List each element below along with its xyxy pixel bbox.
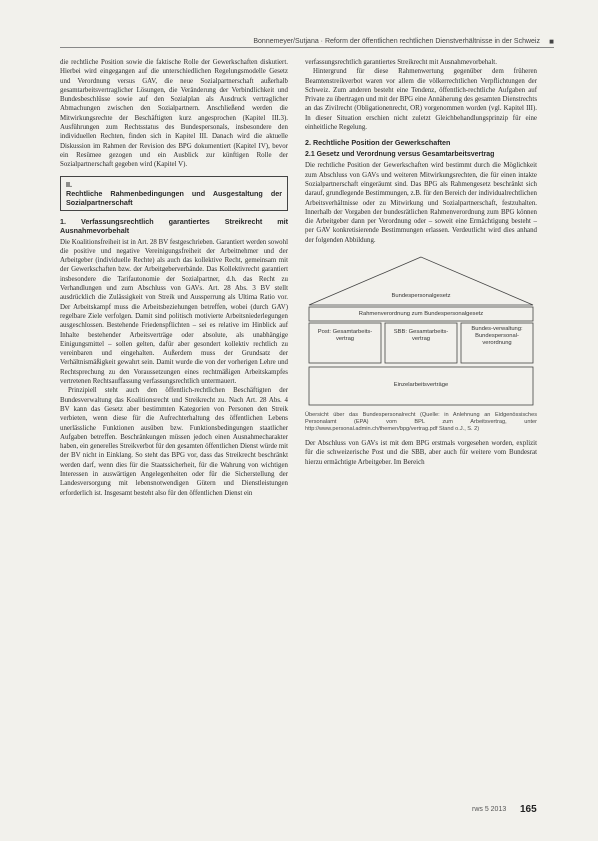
label-bundesverwaltung: Bundes-verwaltung: Bundespersonal-verordnung xyxy=(471,326,523,347)
right-paragraph-1: verfassungsrechtlich garantiertes Streikrecht mit Ausnahmevorbehalt. xyxy=(305,59,497,66)
right-paragraph-2: Hintergrund für diese Rahmenwertung gegenüber dem früheren Beamtenstreikverbot waren vor allem die völkerrechtlichen Verpflichtungen der Schweiz. Zum anderen besteht eine Tendenz, öffentlich-rechtliche Aufgaben auf Private zu übertragen und mit der BPG eine Annäherung des gesamten Dienstrechts an das Zivilrecht (Obligationenrecht, OR) vorgenommen worden (vgl. Kapitel III). In dieser Situation erschien nicht zuletzt Gleichbehandlungsprinzip für eine einheitliche Regelung. xyxy=(305,68,537,132)
section-heading-box xyxy=(60,176,288,211)
section-roman-numeral: II. xyxy=(66,179,72,189)
left-paragraph-2: Prinzipiell steht auch den öffentlich-rechtlichen Beschäftigten der Bundesverwaltung das Koalitionsrecht und Streikrecht zu. Nach Art. 28 Abs. 4 BV kann das Gesetz aber bestimmten Kategorien von Personen den Streik verbieten, wenn diese für die Aufrechterhaltung des öffentlichen Lebens unerlässliche Funktionen ausüben bzw. Funktionsbedingungen staatlicher Aufgaben betreffen. Beschränkungen müssen jedoch einen Ausnahmecharakter haben, ein generelles Streikverbot für den gesamten öffentlichen Dienst würde mit der BV nicht in Einklang. So steht das BPG vor, dass das Streikrecht beschränkt werden darf, wenn dies für die Staatssicherheit, für die Wahrung von wichtigen Interessen in auswärtigen Angelegenheiten oder für die Sicherstellung der Landesversorgung mit lebensnotwendigen Gütern und Dienstleistungen erforderlich ist. Insgesamt besteht also für den öffentlichen Dienst ein xyxy=(60,387,288,497)
footer-issue: rws 5 2013 xyxy=(472,806,507,813)
label-bundespersonalgesetz: Bundespersonalgesetz xyxy=(391,293,451,300)
personnel-law-diagram xyxy=(305,253,537,408)
label-sbb-gav: SBB: Gesamtarbeits-vertrag xyxy=(393,329,449,343)
subsection-heading-1: 1. Verfassungsrechtlich garantiertes Streikrecht mit Ausnahmevorbehalt xyxy=(60,216,288,235)
label-einzelarbeitsvertraege: Einzelarbeitsverträge xyxy=(393,382,449,389)
running-header xyxy=(60,38,554,48)
subsubsection-heading-2-1: 2.1 Gesetz und Verordnung versus Gesamtarbeitsvertrag xyxy=(305,151,495,159)
left-column xyxy=(60,58,288,498)
left-intro-paragraph: die rechtliche Position sowie die faktische Rolle der Gewerkschaften diskutiert. Hierbei wird eingegangen auf die unterschiedlichen Regelungsmodelle Gesetz und Verordnung versus GAV, die neue Sozialpartnerschaft außerhalb gesamtarbeitsvertraglicher Lösungen, die Veränderung der Verbindlichkeit und Bundesbeschlüsse sowie auf den Sozialplan als Ausdruck vertraglicher Abmachungen zwischen den Sozialpartnern. Anschließend werden die Mitwirkungsrechte der Beschäftigten kurz angesprochen (Kapitel III.3). Ausführungen zum Rechtsstatus des Bundespersonals, insbesondere den individuellen Rechten, finden sich in Kapitel III. Danach wird die aktuelle Diskussion im Rahmen der Revision des BPG dokumentiert (Kapitel IV), bevor ein Resümee gezogen und ein Ausblick zur künftigen Rolle der Sozialpartnerschaft gegeben wird (Kapitel V). xyxy=(60,59,288,169)
subsection-heading-2: 2. Rechtliche Position der Gewerkschaften xyxy=(305,138,451,148)
right-paragraph-4: Der Abschluss von GAVs ist mit dem BPG erstmals vorgesehen worden, explizit für die schweizerische Post und die SBB, aber auch für weitere vom Bundesrat hierzu ermächtigte Arbeitgeber. Im Bereich xyxy=(305,440,537,466)
label-rahmenverordnung: Rahmenverordnung zum Bundespersonalgesetz xyxy=(358,311,484,318)
label-post-gav: Post: Gesamtarbeits-vertrag xyxy=(317,329,373,343)
running-title: Bonnemeyer/Sutjana · Reform der öffentlichen rechtlichen Dienstverhältnisse in der Schweiz xyxy=(253,38,540,45)
page-number: 165 xyxy=(520,804,537,815)
header-mark: ■ xyxy=(549,37,554,46)
left-paragraph-1: Die Koalitionsfreiheit ist in Art. 28 BV festgeschrieben. Garantiert werden sowohl die positive und negative Vereinigungsfreiheit der Arbeitnehmer und der Arbeitgeber (individuelle Rechte) als auch das kollektive Recht, gemeinsam mit der Gewerkschaften bzw. der Arbeitgeberverbände. Das Kollektivrecht garantiert insbesondere die Tarifautonomie der Sozialpartner, d.h. das Recht zu Verhandlungen und zum Abschluss von GAVs. Art. 28 Abs. 3 BV stellt ausdrücklich die Zulässigkeit von Streik und Aussperrung als Ultima Ratio vor. Der Arbeitskampf muss die Arbeitsbeziehungen betreffen, wobei (durch GAV) regelbare Ziele verfolgen. Damit sind politisch motivierte Arbeitsniederlegungen ausgeschlossen. Bestehende Friedenspflichten – sei es relative im Hinblick auf Inhalte bestehender Arbeitsverträge oder absolute, als unabhängige Einigungsmittel – sollen gelten, dafür aber gesondert kollektiv rechtlich zu vereinbaren und eingehalten. Außerdem muss der Grundsatz der Verhältnismäßigkeit gewahrt sein. Damit wurde die von der vorherigen Lehre und Rechtsprechung zu den Voraussetzungen eines rechtmäßigen Arbeitskampfes vertretenen Rechtsauffassung verfassungsrechtlich untermauert. xyxy=(60,238,288,386)
right-paragraph-3: Die rechtliche Position der Gewerkschaften wird bestimmt durch die Möglichkeit zum Abschluss von GAVs und weiteren Mitwirkungsrechten, die für einen intakte Sozialpartnerschaft eingeräumt sind. Das BPG als Rahmengesetz beschränkt sich darauf, grundlegende Bestimmungen, z.B. für den Bereich der individualrechtlichen Arbeitsverhältnisse oder zu Mitwirkung und Sozialpartnerschaft, festzuhalten. Innerhalb der Vorgaben der bundesrätlichen Rahmenverordnung zum BPG können die Arbeitgeber dann per Verordnung oder – soweit eine Ermächtigung besteht – per GAV konkretisierende Bestimmungen erlassen. Verdeutlicht wird dies anhand der folgenden Abbildung. xyxy=(305,162,537,244)
section-title: Rechtliche Rahmenbedingungen und Ausgestaltung der Sozialpartnerschaft xyxy=(66,188,282,207)
diagram-caption: Übersicht über das Bundespersonalrecht (Quelle: in Anlehnung an Eidgenössisches Personalamt (EPA) vom BPL zum Arbeitsvertrag, unter http://www.personal.admin.ch/themen/bpg/vertrag.pdf Stand o.J., S. 2) xyxy=(305,412,537,433)
right-column xyxy=(305,58,537,467)
